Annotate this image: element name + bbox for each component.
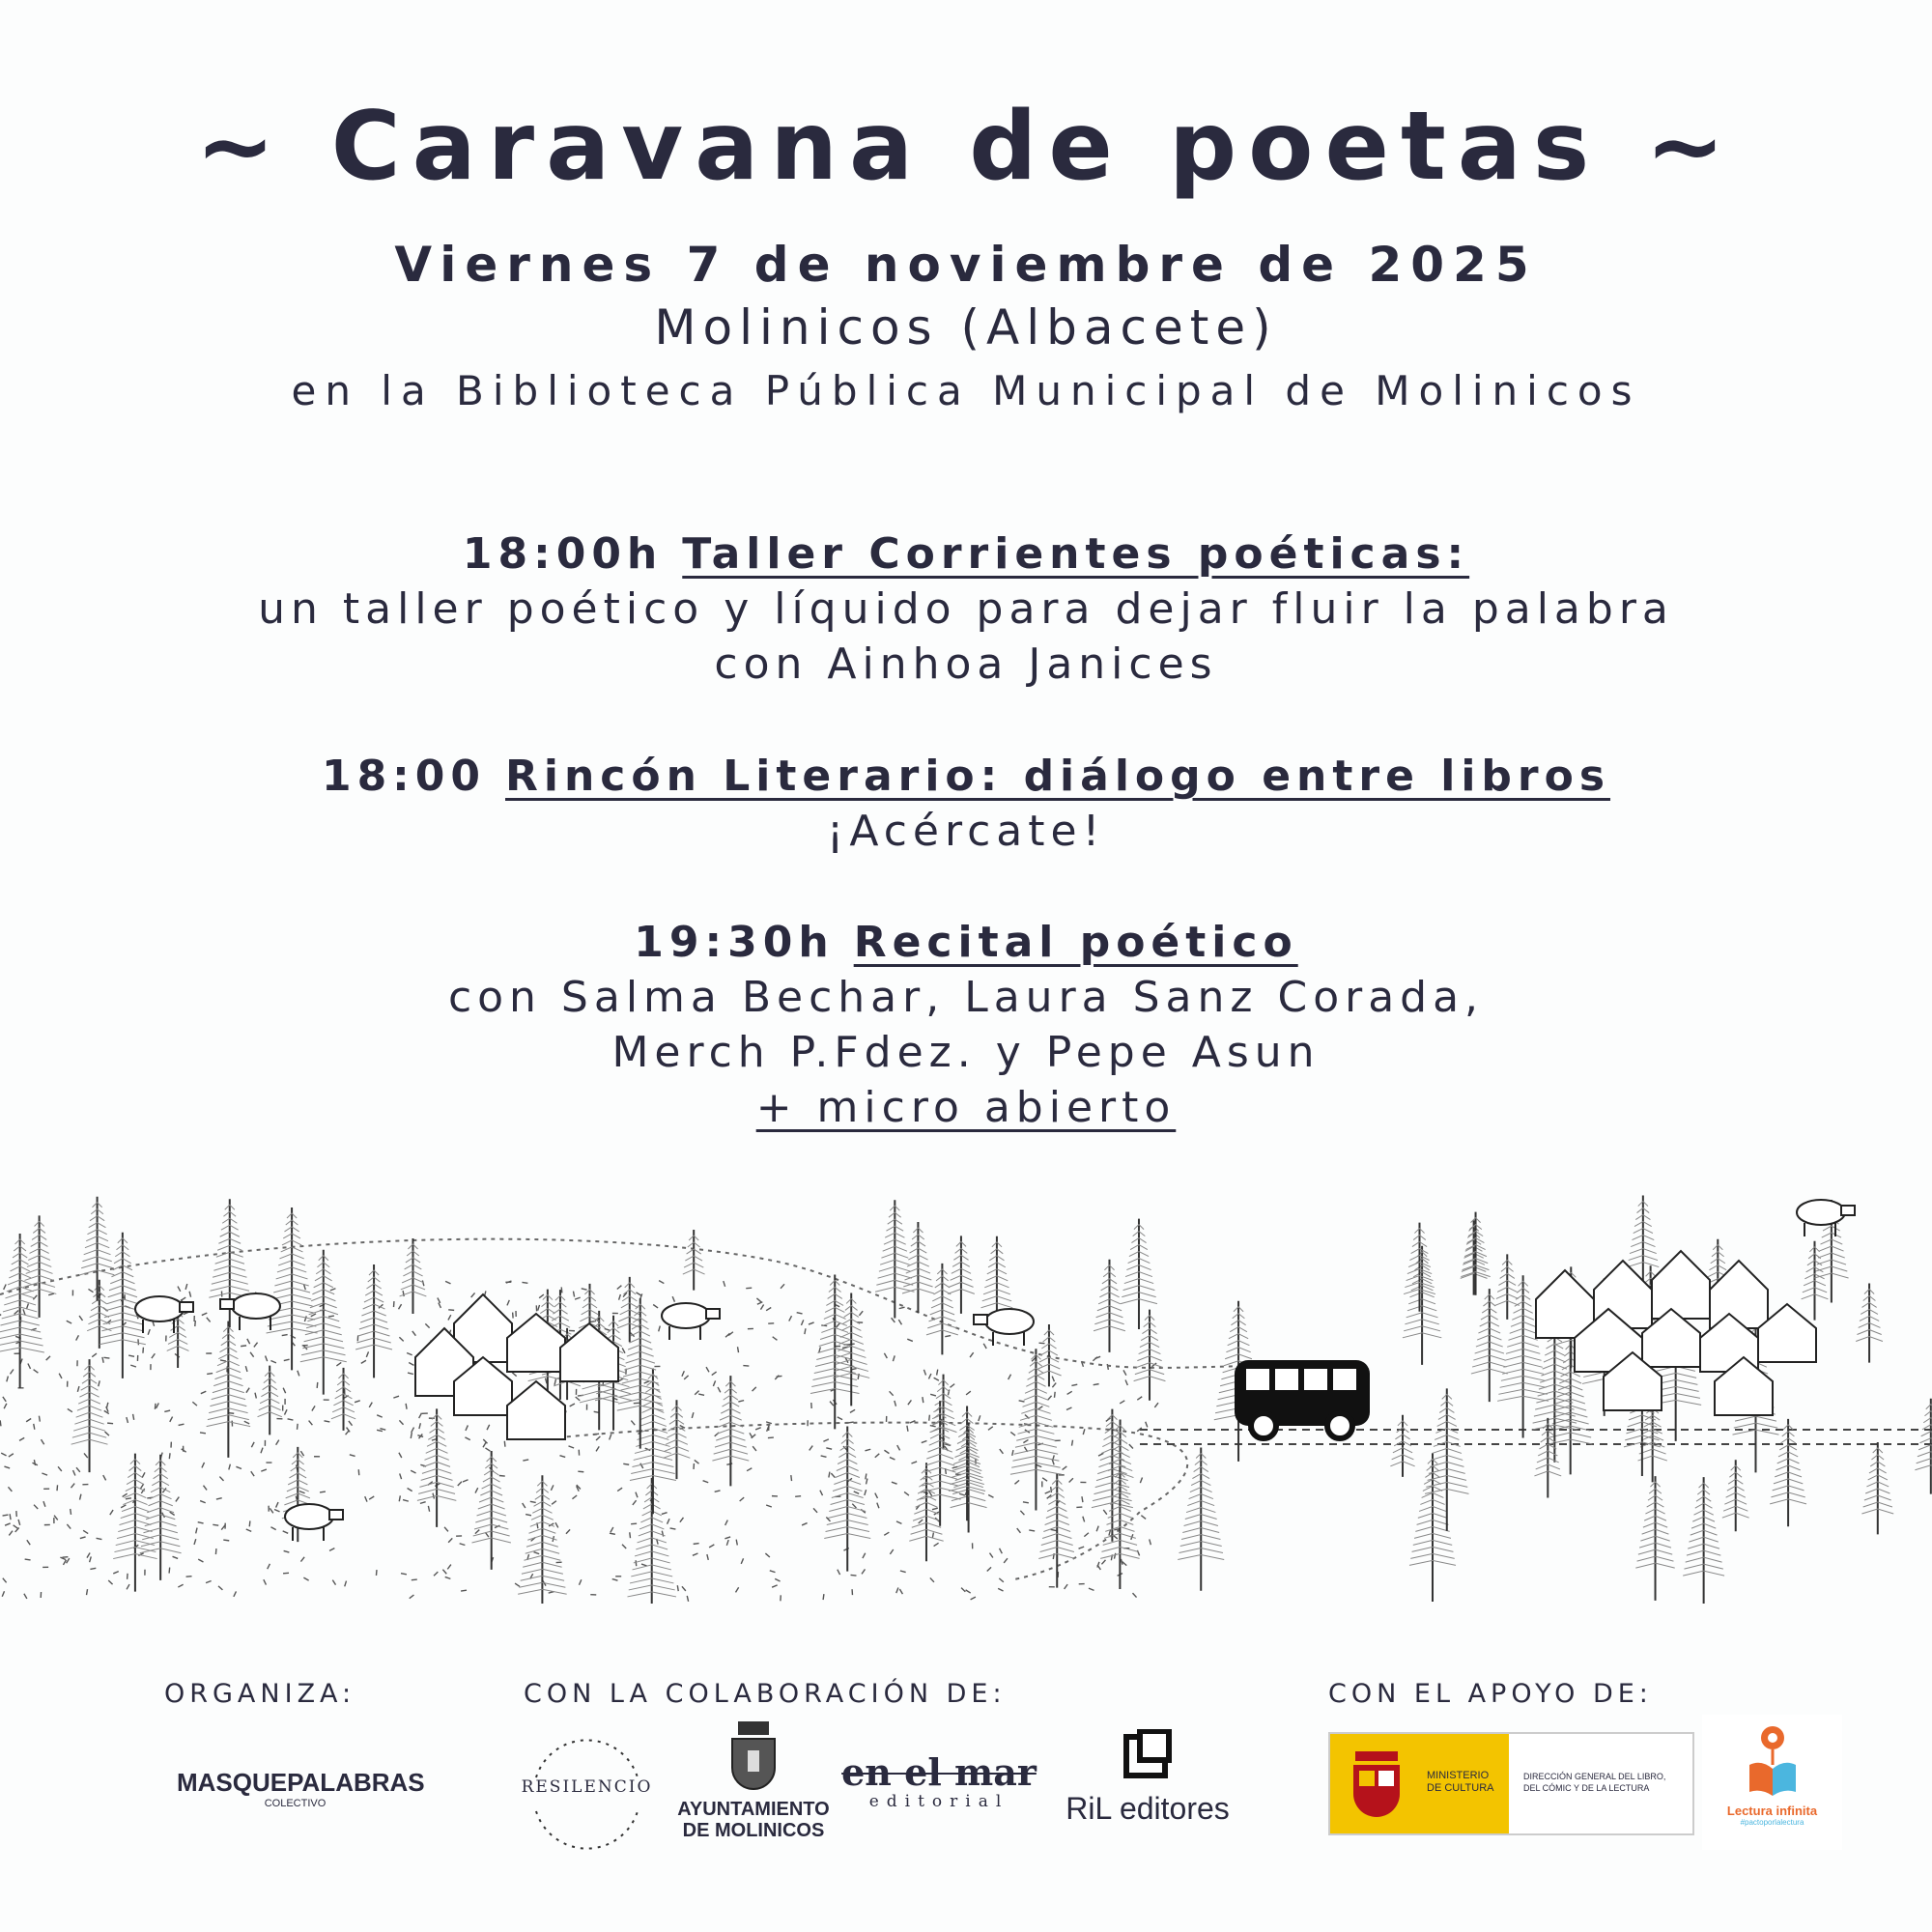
label-apoyo: CON EL APOYO DE: (1328, 1679, 1653, 1709)
label-colaboracion: CON LA COLABORACIÓN DE: (524, 1679, 1007, 1709)
bus-icon (1235, 1360, 1370, 1438)
program-extra-wrap (0, 1083, 1932, 1132)
lectura-infinita-logo (1702, 1715, 1842, 1850)
event-date: Viernes 7 de noviembre de 2025 (394, 237, 1538, 293)
program-title: Recital poético (853, 918, 1298, 967)
ministerio-text-2: DE CULTURA (1427, 1782, 1494, 1794)
enelmar-logo (833, 1750, 1045, 1811)
program-item-recital (0, 918, 1932, 967)
ayuntamiento-text-1: AYUNTAMIENTO (677, 1799, 830, 1820)
masquepalabras-logo (177, 1768, 425, 1809)
enelmar-sub: editorial (868, 1792, 1009, 1811)
program-title: Rincón Literario: diálogo entre libros (505, 752, 1611, 801)
ril-logo (1051, 1729, 1244, 1827)
coat-of-arms-icon (1348, 1747, 1406, 1821)
ministerio-band (1330, 1734, 1509, 1833)
program-item-rincon (0, 752, 1932, 801)
program-time: 18:00h (462, 529, 664, 579)
village-left (415, 1294, 618, 1439)
program-line: Merch P.Fdez. y Pepe Asun (611, 1028, 1321, 1077)
ministerio-logo (1328, 1732, 1694, 1835)
direccion-text-2: DEL CÓMIC Y DE LA LECTURA (1523, 1783, 1650, 1793)
program-line: un taller poético y líquido para dejar fluir la palabra (258, 584, 1674, 634)
book-flower-icon (1744, 1722, 1802, 1800)
resilencio-text: RESILENCIO (521, 1777, 653, 1797)
program-item-taller (0, 529, 1932, 579)
enelmar-text: en el mar (841, 1750, 1037, 1794)
lectura-text: Lectura infinita (1726, 1804, 1818, 1818)
ayuntamiento-text-2: DE MOLINICOS (682, 1820, 825, 1841)
program-line: con Salma Bechar, Laura Sanz Corada, (447, 973, 1485, 1022)
event-place: Molinicos (Albacete) (654, 299, 1278, 355)
program-line: ¡Acércate! (826, 807, 1106, 856)
ayuntamiento-logo (676, 1718, 831, 1841)
masquepalabras-sub: COLECTIVO (264, 1798, 327, 1809)
ministerio-text (1427, 1770, 1493, 1795)
ril-text: RiL editores (1065, 1791, 1230, 1826)
landscape-illustration (0, 1193, 1932, 1604)
lectura-tag: #pactoporlalectura (1740, 1818, 1804, 1827)
direccion-text-1: DIRECCIÓN GENERAL DEL LIBRO, (1523, 1772, 1666, 1781)
masquepalabras-text: MASQUEPALABRAS (177, 1768, 425, 1797)
program-time: 18:00 (321, 752, 487, 801)
rural-plural-logo (517, 1719, 657, 1860)
ril-icon (1119, 1729, 1177, 1787)
program-title: Taller Corrientes poéticas: (682, 529, 1470, 579)
event-venue: en la Biblioteca Pública Municipal de Molinicos (291, 367, 1641, 414)
shield-icon (724, 1718, 782, 1795)
program-extra: + micro abierto (755, 1083, 1177, 1132)
program-time: 19:30h (634, 918, 835, 967)
label-organiza: ORGANIZA: (164, 1679, 356, 1709)
event-title: ~ Caravana de poetas ~ (195, 92, 1737, 202)
program-line: con Ainhoa Janices (714, 639, 1218, 689)
ministerio-text-1: MINISTERIO (1427, 1770, 1490, 1781)
direccion-text (1523, 1771, 1665, 1794)
